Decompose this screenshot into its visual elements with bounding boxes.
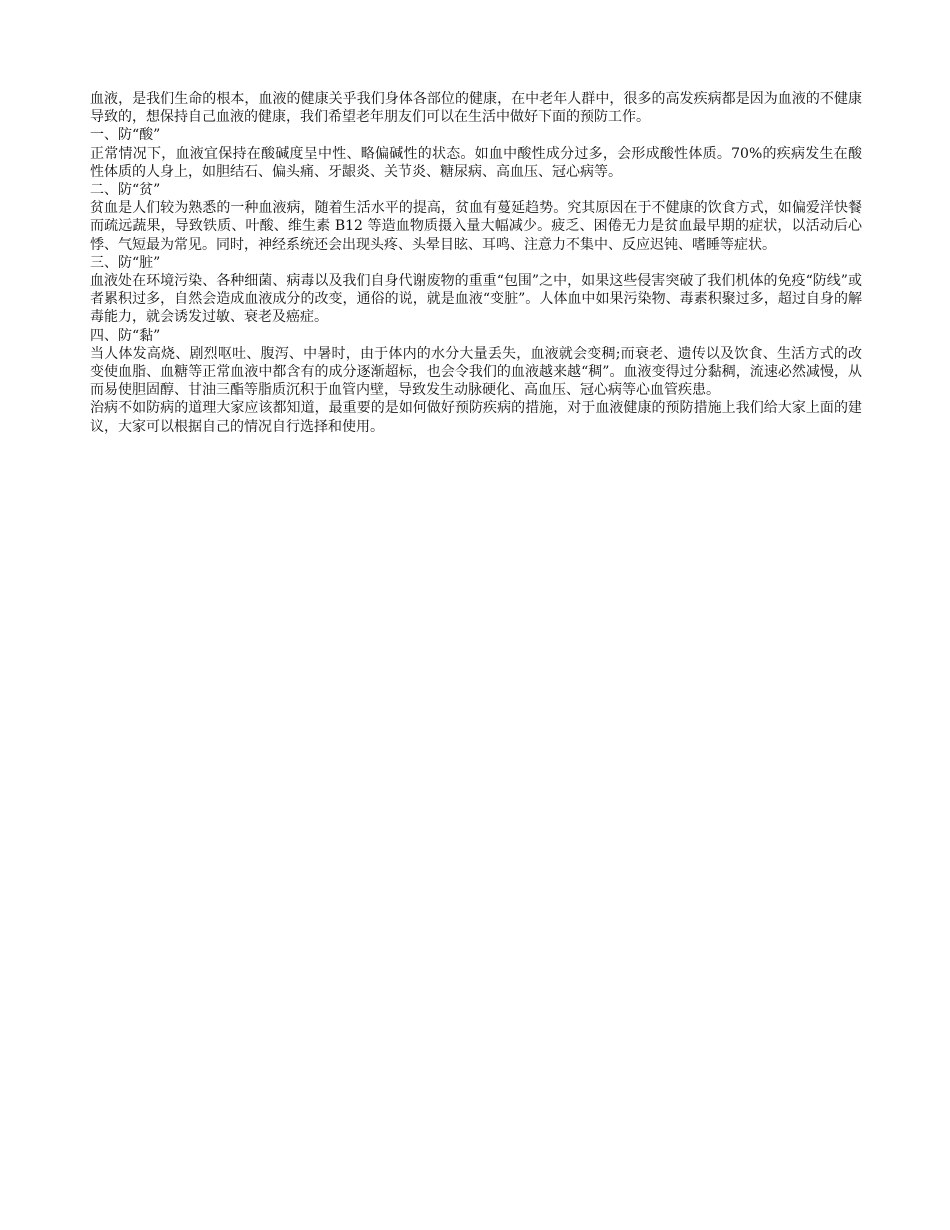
conclusion-paragraph: 治病不如防病的道理大家应该都知道，最重要的是如何做好预防疾病的措施，对于血液健康的预防措施上我们给大家上面的建议，大家可以根据自己的情况自行选择和使用。 — [90, 400, 862, 435]
section-heading-viscous: 四、防“黏” — [90, 327, 161, 344]
section-body-dirty: 血液处在环境污染、各种细菌、病毒以及我们自身代谢废物的重重“包围”之中，如果这些侵害突破了我们机体的免疫“防线”或者累积过多，自然会造成血液成分的改变，通俗的说，就是血液“变脏”。人体血中如果污染物、毒素积聚过多，超过自身的解毒能力，就会诱发过敏、衰老及癌症。 — [90, 273, 862, 326]
section-body-acid: 正常情况下，血液宜保持在酸碱度呈中性、略偏碱性的状态。如血中酸性成分过多，会形成酸性体质。70%的疾病发生在酸性体质的人身上，如胆结石、偏头痛、牙龈炎、关节炎、糖尿病、高血压、冠心病等。 — [90, 145, 862, 180]
section-body-anemia: 贫血是人们较为熟悉的一种血液病，随着生活水平的提高，贫血有蔓延趋势。究其原因在于不健康的饮食方式，如偏爱洋快餐而疏远蔬果，导致铁质、叶酸、维生素 B12 等造血物质摄入量大幅减少。疲乏、困倦无力是贫血最早期的症状，以活动后心悸、气短最为常见。同时，神经系统还会出现头疼、头晕目眩、耳鸣、注意力不集中、反应迟钝、嗜睡等症状。 — [90, 200, 862, 253]
intro-paragraph: 血液，是我们生命的根本，血液的健康关乎我们身体各部位的健康，在中老年人群中，很多的高发疾病都是因为血液的不健康导致的，想保持自己血液的健康，我们希望老年朋友们可以在生活中做好下面的预防工作。 — [90, 91, 862, 126]
section-heading-acid: 一、防“酸” — [90, 127, 161, 144]
section-body-viscous: 当人体发高烧、剧烈呕吐、腹泻、中暑时，由于体内的水分大量丢失，血液就会变稠;而衰老、遗传以及饮食、生活方式的改变使血脂、血糖等正常血液中都含有的成分逐渐超标，也会令我们的血液越来越“稠”。血液变得过分黏稠，流速必然减慢，从而易使胆固醇、甘油三酯等脂质沉积于血管内壁，导致发生动脉硬化、高血压、冠心病等心血管疾患。 — [90, 345, 862, 399]
section-heading-anemia: 二、防“贫” — [90, 182, 161, 199]
section-heading-dirty: 三、防“脏” — [90, 254, 161, 271]
document-body — [90, 90, 862, 436]
